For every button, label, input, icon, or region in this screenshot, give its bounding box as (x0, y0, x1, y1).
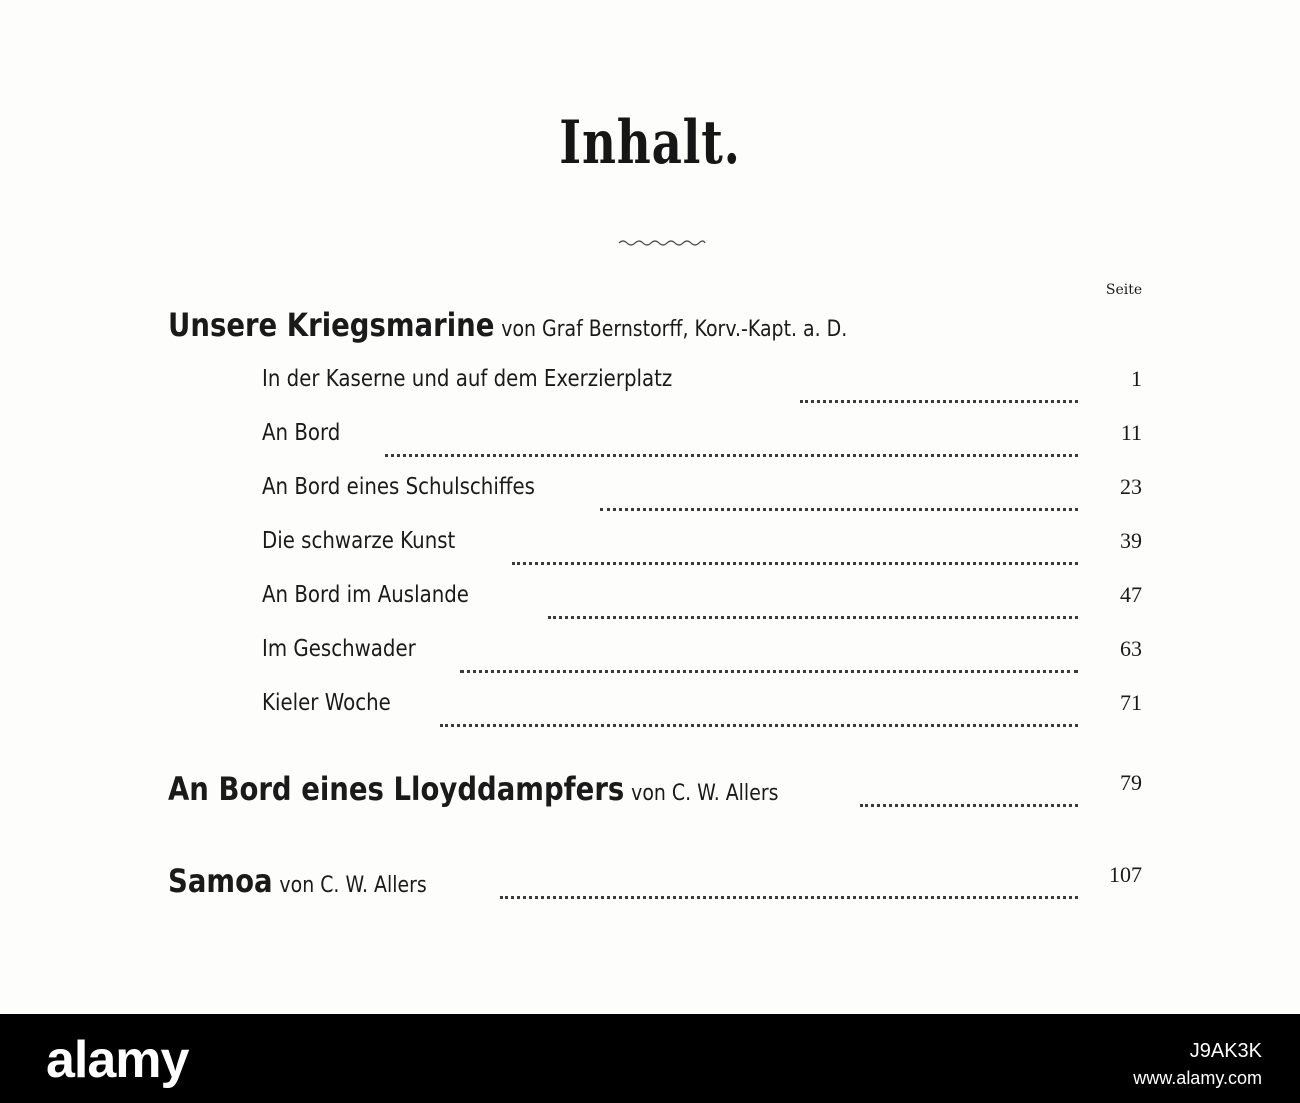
toc-entry[interactable] (0, 690, 1300, 730)
dot-leader (512, 528, 1078, 565)
toc-section-heading[interactable] (0, 770, 1300, 810)
section-byline: von C. W. Allers (279, 873, 427, 898)
toc-entry[interactable] (0, 528, 1300, 568)
brand-logo: alamy (46, 1031, 189, 1089)
dot-leader (548, 582, 1078, 619)
entry-page-number: 63 (1120, 636, 1142, 661)
page-column-label: Seite (1105, 282, 1143, 298)
toc-entry[interactable] (0, 636, 1300, 676)
section-title: An Bord eines Lloyddampfers (168, 770, 625, 808)
section-byline: von C. W. Allers (631, 781, 779, 806)
site-url: www.alamy.com (1133, 1068, 1262, 1088)
dot-leader (860, 770, 1078, 807)
toc-section-heading (0, 306, 1300, 346)
toc-section-heading[interactable] (0, 862, 1300, 902)
entry-page-number: 71 (1120, 690, 1142, 715)
entry-title: Die schwarze Kunst (262, 528, 456, 554)
section-page-number: 107 (1109, 862, 1142, 887)
dot-leader (385, 420, 1078, 457)
section-byline: von Graf Bernstorff, Korv.-Kapt. a. D. (501, 317, 848, 342)
entry-title: In der Kaserne und auf dem Exerzierplatz (262, 366, 673, 392)
watermark-bar (0, 1014, 1300, 1103)
entry-title: Im Geschwader (262, 636, 416, 662)
dot-leader (600, 474, 1078, 511)
page-title: Inhalt. (559, 108, 741, 178)
entry-page-number: 47 (1120, 582, 1142, 607)
entry-title: An Bord eines Schulschiffes (262, 474, 535, 500)
entry-title: An Bord (262, 420, 341, 446)
dot-leader (440, 690, 1078, 727)
toc-entry[interactable] (0, 474, 1300, 514)
section-title: Samoa (168, 862, 273, 900)
entry-title: Kieler Woche (262, 690, 391, 716)
toc-entry[interactable] (0, 366, 1300, 406)
toc-entry[interactable] (0, 582, 1300, 622)
section-page-number: 79 (1120, 770, 1142, 795)
toc-entry[interactable] (0, 420, 1300, 460)
image-id: J9AK3K (1189, 1040, 1262, 1062)
entry-page-number: 23 (1120, 474, 1142, 499)
entry-page-number: 11 (1120, 420, 1142, 445)
dot-leader (460, 636, 1078, 673)
section-title: Unsere Kriegsmarine (168, 306, 495, 344)
dot-leader (800, 366, 1078, 403)
entry-page-number: 1 (1131, 366, 1142, 391)
entry-title: An Bord im Auslande (262, 582, 469, 608)
entry-page-number: 39 (1120, 528, 1142, 553)
dot-leader (500, 862, 1078, 899)
ornament-divider (617, 237, 707, 249)
